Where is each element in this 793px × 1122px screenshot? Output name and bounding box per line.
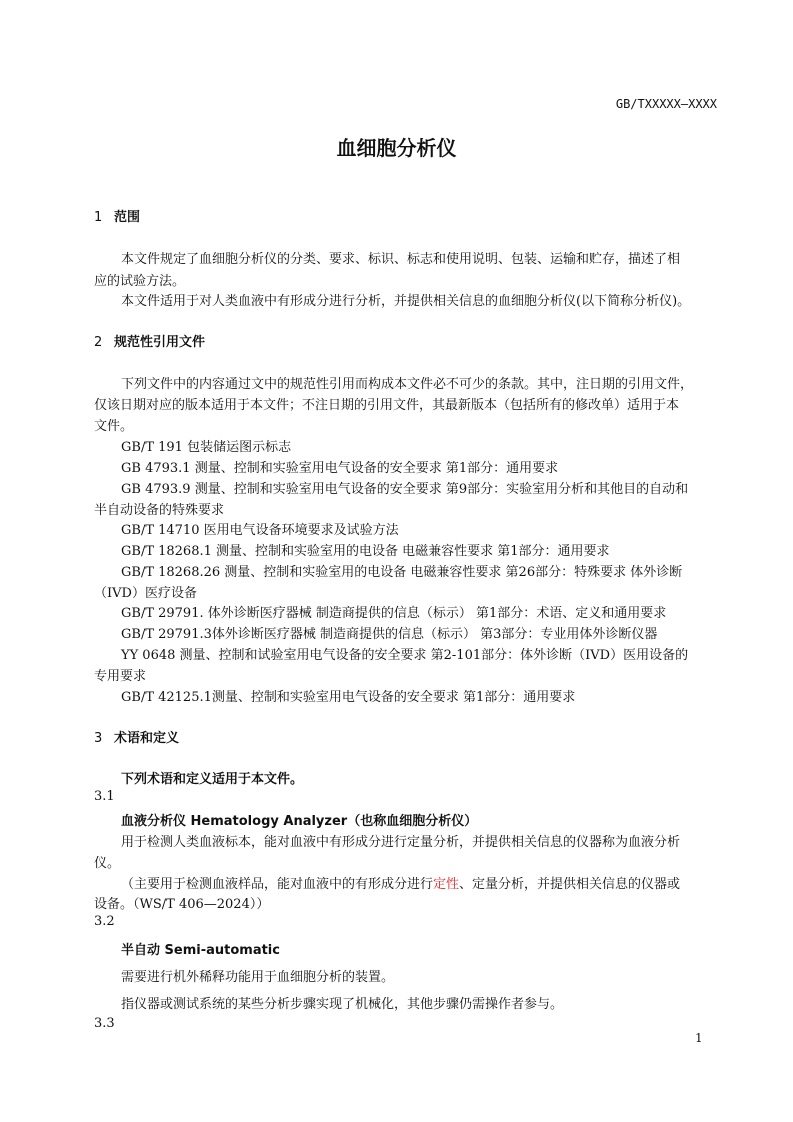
- reference-item: GB/T 29791. 体外诊断医疗器械 制造商提供的信息（标示） 第1部分：术语、定义和通用要求: [121, 606, 667, 621]
- section-1-heading: [94, 206, 140, 225]
- reference-item: GB/T 42125.1测量、控制和实验室用电气设备的安全要求 第1部分：通用要求: [121, 690, 576, 705]
- paragraph-line: 下列文件中的内容通过文中的规范性引用而构成本文件必不可少的条款。其中，注日期的引用文件，: [121, 377, 694, 392]
- reference-item: GB 4793.9 测量、控制和实验室用电气设备的安全要求 第9部分：实验室用分析和其他目的自动和: [121, 482, 689, 497]
- reference-item: GB/T 18268.1 测量、控制和实验室用的电设备 电磁兼容性要求 第1部分：通用要求: [121, 544, 610, 559]
- section-2-heading: [94, 331, 205, 350]
- note-text: 、定量分析，并提供相关信息的仪器或: [459, 877, 681, 892]
- definition-line: 需要进行机外稀释功能用于血细胞分析的装置。: [121, 970, 395, 985]
- paragraph-line: 文件。: [94, 419, 134, 434]
- term-number: 3.1: [94, 789, 115, 804]
- document-code: GB/TXXXXX—XXXX: [615, 97, 717, 111]
- reference-item: GB/T 29791.3体外诊断医疗器械 制造商提供的信息（标示） 第3部分：专业用体外诊断仪器: [121, 627, 658, 642]
- reference-item: GB/T 191 包装储运图示标志: [121, 440, 292, 455]
- reference-item-continuation: （IVD）医疗设备: [94, 586, 197, 601]
- paragraph-line: 本文件规定了血细胞分析仪的分类、要求、标识、标志和使用说明、包装、运输和贮存，描述了相: [121, 252, 681, 267]
- highlighted-text: 定性: [433, 877, 460, 892]
- term-number: 3.3: [94, 1016, 115, 1031]
- section-title: 范围: [114, 210, 141, 225]
- definition-line: 用于检测人类血液标本，能对血液中有形成分进行定量分析，并提供相关信息的仪器称为血液分析: [121, 835, 681, 850]
- reference-item: GB/T 18268.26 测量、控制和实验室用的电设备 电磁兼容性要求 第26部分：特殊要求 体外诊断: [121, 565, 683, 580]
- document-title: 血细胞分析仪: [336, 136, 457, 160]
- section-title: 术语和定义: [114, 731, 180, 746]
- reference-item: YY 0648 测量、控制和试验室用电气设备的安全要求 第2-101部分：体外诊断（IVD）医用设备的: [121, 648, 689, 663]
- section-number: 1: [94, 210, 103, 225]
- section-number: 2: [94, 335, 103, 350]
- section-3-heading: [94, 727, 179, 746]
- reference-item: GB/T 14710 医用电气设备环境要求及试验方法: [121, 523, 399, 538]
- reference-item-continuation: 半自动设备的特殊要求: [94, 503, 225, 518]
- note-text: （主要用于检测血液样品，能对血液中的有形成分进行: [121, 877, 434, 892]
- paragraph-line: 仅该日期对应的版本适用于本文件；不注日期的引用文件，其最新版本（包括所有的修改单）适用于本: [94, 398, 680, 413]
- definition-line: 仪。: [94, 856, 121, 871]
- paragraph-line: 本文件适用于对人类血液中有形成分进行分析，并提供相关信息的血细胞分析仪(以下简称分析仪)。: [121, 294, 691, 309]
- term-title: 血液分析仪 Hematology Analyzer（也称血细胞分析仪）: [121, 814, 478, 829]
- reference-item: GB 4793.1 测量、控制和实验室用电气设备的安全要求 第1部分：通用要求: [121, 461, 559, 476]
- term-number: 3.2: [94, 914, 115, 929]
- definition-line: 指仪器或测试系统的某些分析步骤实现了机械化，其他步骤仍需操作者参与。: [121, 997, 564, 1012]
- section-title: 规范性引用文件: [114, 335, 206, 350]
- reference-item-continuation: 专用要求: [94, 669, 147, 684]
- note-line: 设备。（WS/T 406—2024））: [94, 897, 270, 912]
- paragraph-line: 应的试验方法。: [94, 274, 186, 289]
- term-title: 半自动 Semi-automatic: [121, 943, 280, 958]
- note-line: [121, 873, 680, 892]
- paragraph-line: 下列术语和定义适用于本文件。: [121, 772, 304, 787]
- section-number: 3: [94, 731, 103, 746]
- page-number: 1: [695, 1031, 703, 1045]
